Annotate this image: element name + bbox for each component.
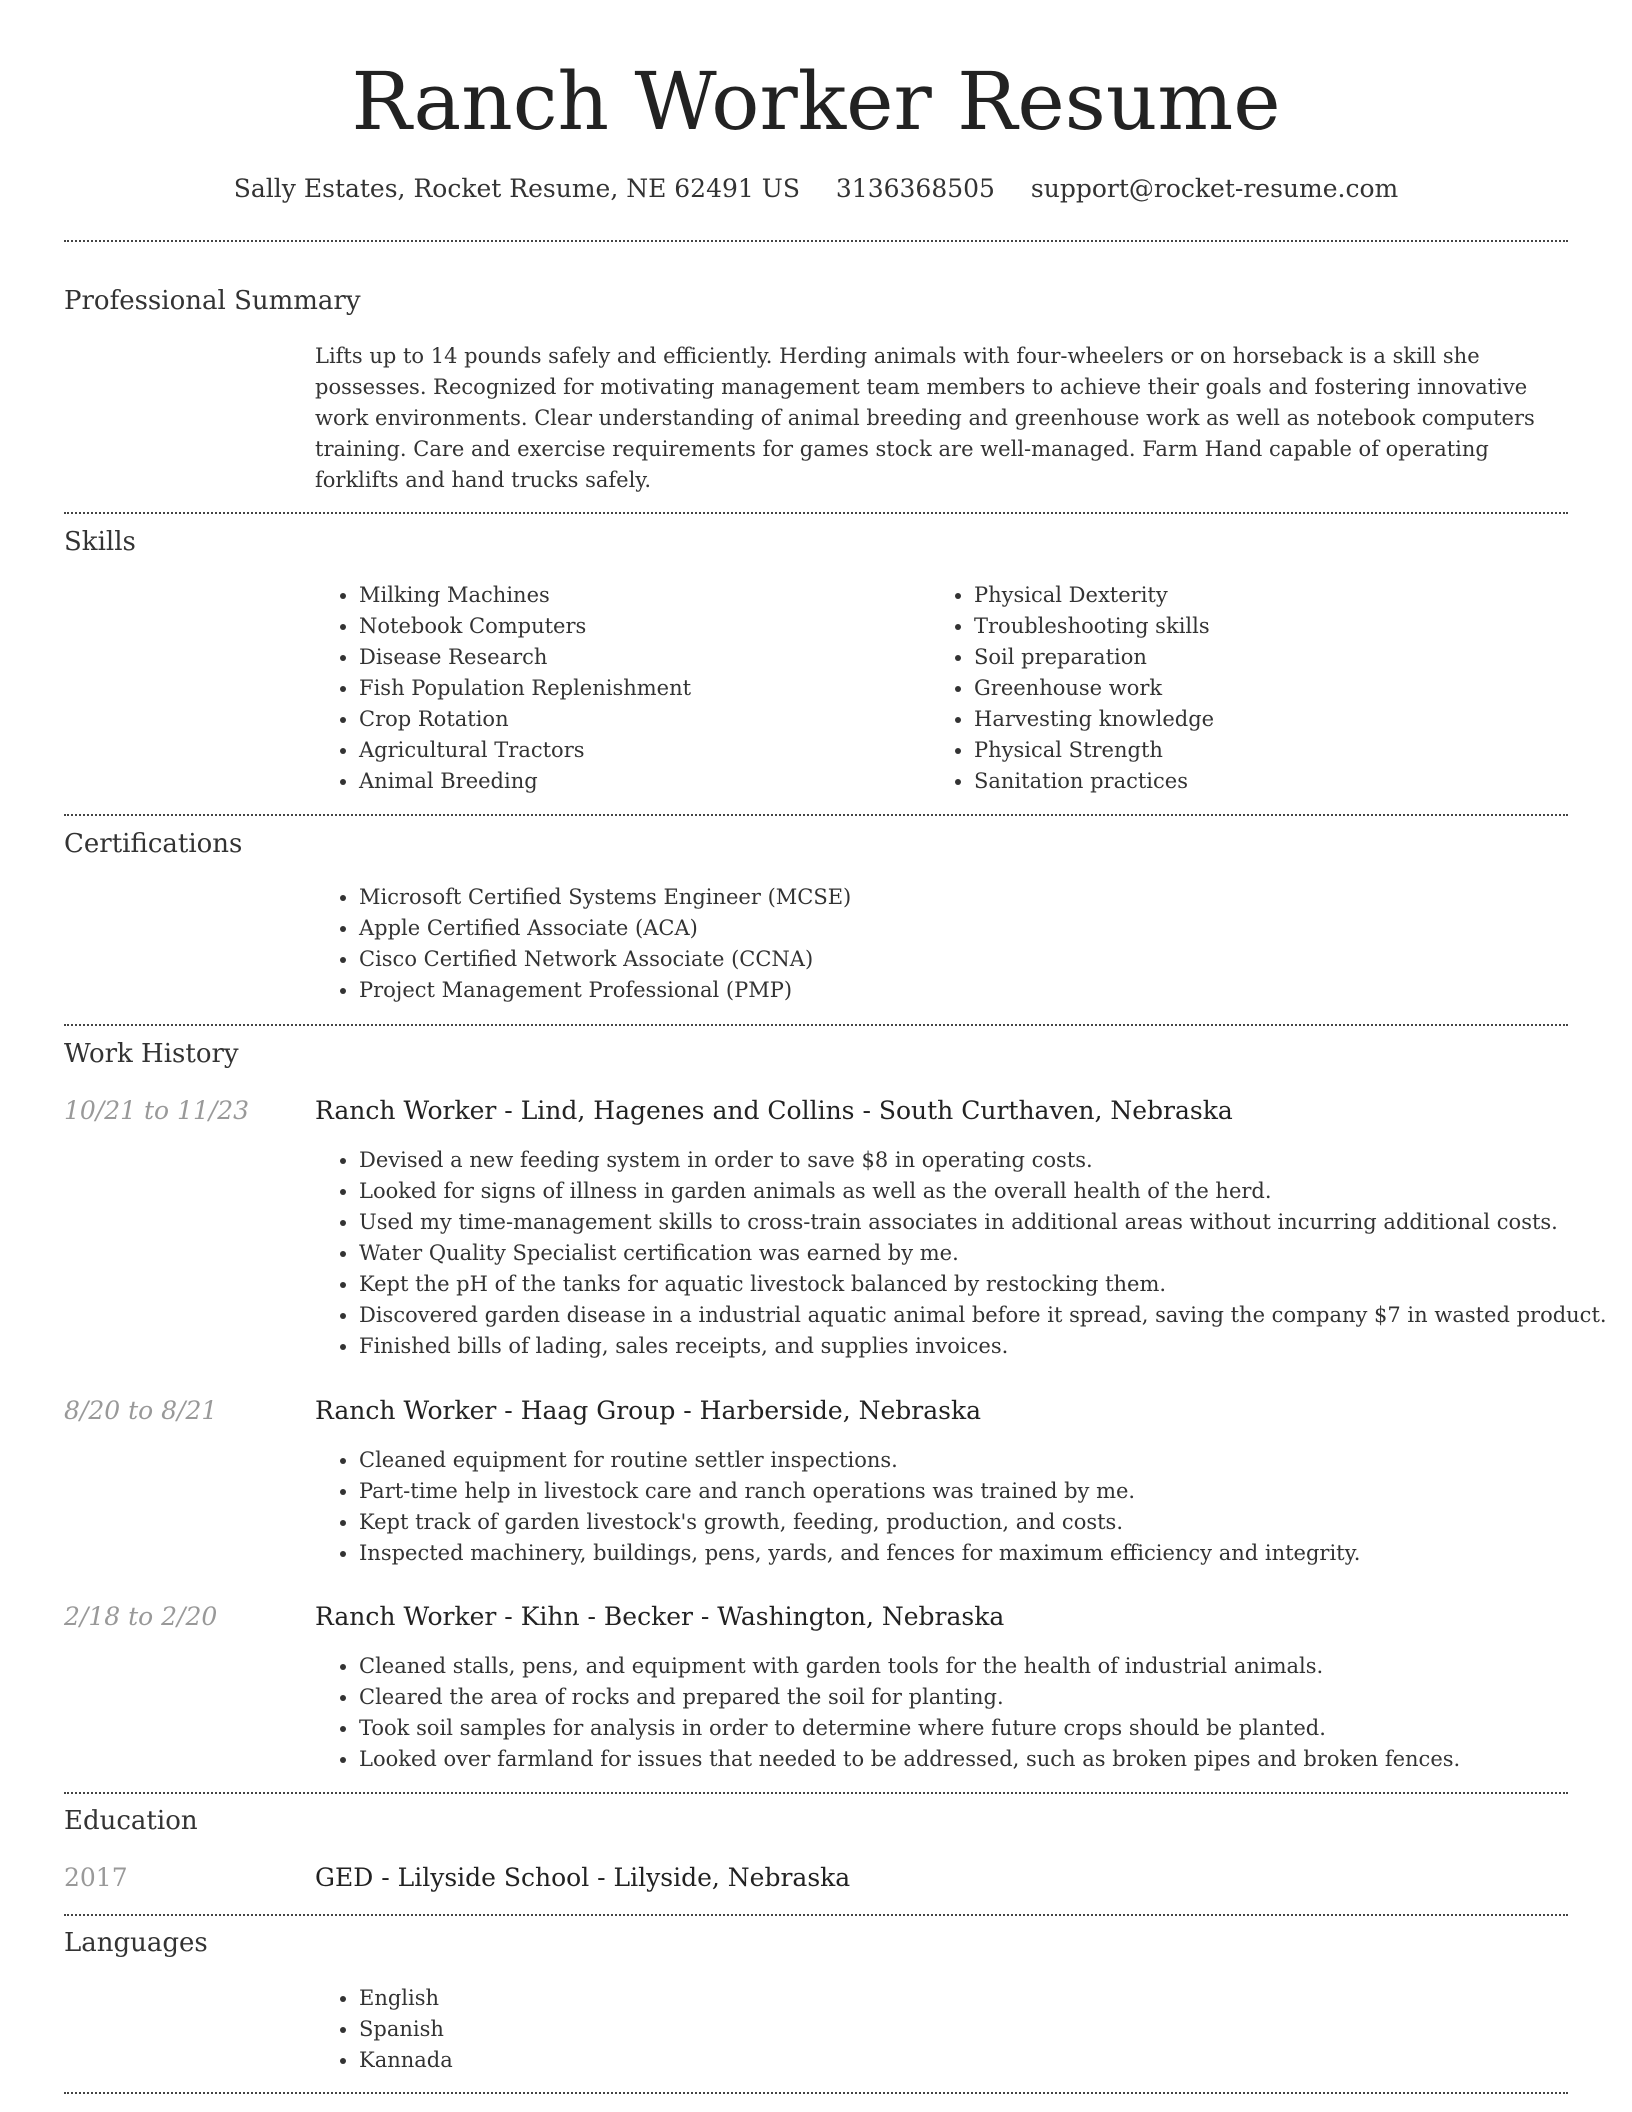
list-item: • Kept track of garden livestock's growth, feeding, production, and costs. xyxy=(359,1507,1360,1538)
list-item: • Fish Population Replenishment xyxy=(359,673,691,704)
list-item: • Physical Strength xyxy=(974,735,1214,766)
list-item: • Spanish xyxy=(359,2014,453,2045)
list-item: • Apple Certified Associate (ACA) xyxy=(359,913,851,944)
list-item: • Milking Machines xyxy=(359,580,691,611)
list-item: • Looked over farmland for issues that needed to be addressed, such as broken pipes and broken fences. xyxy=(359,1744,1460,1775)
list-item: • Cleared the area of rocks and prepared the soil for planting. xyxy=(359,1682,1460,1713)
languages-list xyxy=(315,1983,453,2076)
education-entry: GED - Lilyside School - Lilyside, Nebraska xyxy=(315,1863,851,1892)
work-heading: Work History xyxy=(64,1039,239,1069)
skills-list-left xyxy=(315,580,691,797)
list-item: • Kept the pH of the tanks for aquatic livestock balanced by restocking them. xyxy=(359,1269,1607,1300)
education-year: 2017 xyxy=(64,1863,128,1892)
list-item: • Notebook Computers xyxy=(359,611,691,642)
job-bullets xyxy=(315,1145,1607,1362)
skills-list-right xyxy=(930,580,1214,797)
resume-title: Ranch Worker Resume xyxy=(351,55,1281,148)
list-item: • Cisco Certified Network Associate (CCNA) xyxy=(359,944,851,975)
summary-text: Lifts up to 14 pounds safely and efficiently. Herding animals with four-wheelers or on horseback is a skill she possesses. Recognized for motivating management team members to achieve their goals and fostering innovative work environments. Clear understanding of animal breeding and greenhouse work as well as notebook computers training. Care and exercise requirements for games stock are well-managed. Farm Hand capable of operating forklifts and hand trucks safely. xyxy=(315,344,1535,492)
list-item: • Took soil samples for analysis in order to determine where future crops should be planted. xyxy=(359,1713,1460,1744)
contact-line xyxy=(64,170,1568,208)
list-item: • Animal Breeding xyxy=(359,766,691,797)
list-item: • Soil preparation xyxy=(974,642,1214,673)
skills-heading: Skills xyxy=(64,527,136,557)
list-item: • Kannada xyxy=(359,2045,453,2076)
list-item: • Used my time-management skills to cross-train associates in additional areas without incurring additional costs. xyxy=(359,1207,1607,1238)
certifications-heading: Certifications xyxy=(64,829,243,859)
job-title: Ranch Worker - Haag Group - Harberside, Nebraska xyxy=(315,1396,982,1425)
list-item: • Inspected machinery, buildings, pens, yards, and fences for maximum efficiency and integrity. xyxy=(359,1538,1360,1569)
section-divider xyxy=(64,2092,1568,2094)
section-divider xyxy=(64,1024,1568,1026)
list-item: • Cleaned equipment for routine settler inspections. xyxy=(359,1445,1360,1476)
list-item: • Looked for signs of illness in garden animals as well as the overall health of the herd. xyxy=(359,1176,1607,1207)
job-title: Ranch Worker - Lind, Hagenes and Collins - South Curthaven, Nebraska xyxy=(315,1096,1233,1125)
list-item: • Devised a new feeding system in order to save $8 in operating costs. xyxy=(359,1145,1607,1176)
job-bullets xyxy=(315,1445,1360,1569)
contact-email: support@rocket-resume.com xyxy=(1030,174,1399,203)
list-item: • Crop Rotation xyxy=(359,704,691,735)
list-item: • Greenhouse work xyxy=(974,673,1214,704)
list-item: • Troubleshooting skills xyxy=(974,611,1214,642)
list-item: • Cleaned stalls, pens, and equipment with garden tools for the health of industrial animals. xyxy=(359,1651,1460,1682)
list-item: • Microsoft Certified Systems Engineer (MCSE) xyxy=(359,882,851,913)
education-heading: Education xyxy=(64,1806,198,1836)
list-item: • Harvesting knowledge xyxy=(974,704,1214,735)
list-item: • Water Quality Specialist certification was earned by me. xyxy=(359,1238,1607,1269)
contact-address: Sally Estates, Rocket Resume, NE 62491 US xyxy=(233,174,800,203)
list-item: • Discovered garden disease in a industrial aquatic animal before it spread, saving the company $7 in wasted product. xyxy=(359,1300,1607,1331)
section-divider xyxy=(64,814,1568,816)
job-dates: 8/20 to 8/21 xyxy=(64,1396,218,1425)
languages-heading: Languages xyxy=(64,1928,208,1958)
certifications-list xyxy=(315,882,851,1006)
summary-heading: Professional Summary xyxy=(64,286,361,316)
section-divider xyxy=(64,240,1568,242)
list-item: • English xyxy=(359,1983,453,2014)
job-dates: 2/18 to 2/20 xyxy=(64,1602,218,1631)
contact-phone: 3136368505 xyxy=(835,174,995,203)
section-divider xyxy=(64,1792,1568,1794)
list-item: • Physical Dexterity xyxy=(974,580,1214,611)
job-dates: 10/21 to 11/23 xyxy=(64,1096,250,1125)
list-item: • Project Management Professional (PMP) xyxy=(359,975,851,1006)
list-item: • Sanitation practices xyxy=(974,766,1214,797)
list-item: • Agricultural Tractors xyxy=(359,735,691,766)
section-divider xyxy=(64,1914,1568,1916)
list-item: • Part-time help in livestock care and ranch operations was trained by me. xyxy=(359,1476,1360,1507)
section-divider xyxy=(64,512,1568,514)
job-bullets xyxy=(315,1651,1460,1775)
list-item: • Finished bills of lading, sales receipts, and supplies invoices. xyxy=(359,1331,1607,1362)
list-item: • Disease Research xyxy=(359,642,691,673)
job-title: Ranch Worker - Kihn - Becker - Washington, Nebraska xyxy=(315,1602,1005,1631)
